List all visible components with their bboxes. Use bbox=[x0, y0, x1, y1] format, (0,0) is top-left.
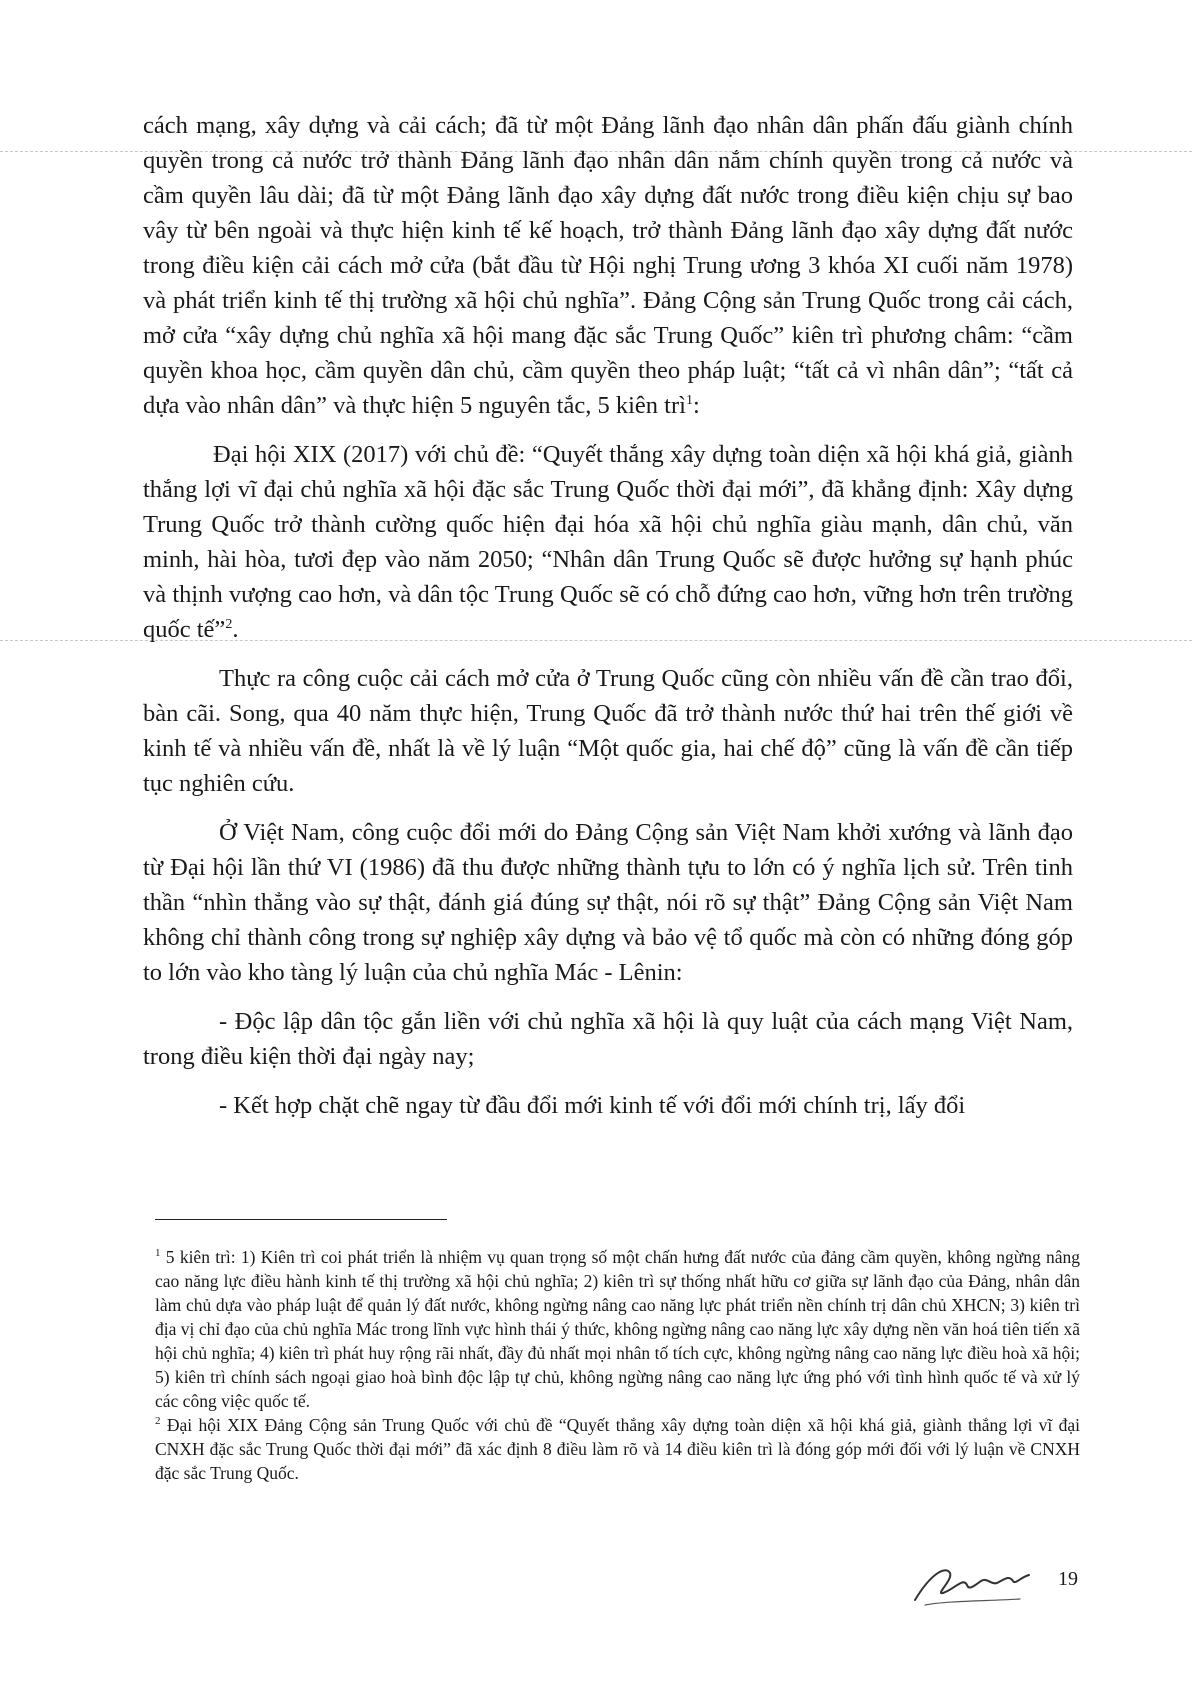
paragraph: cách mạng, xây dựng và cải cách; đã từ một Đảng lãnh đạo nhân dân phấn đấu giành chính quyền trong cả nước trở thành Đảng lãnh đạo nhân dân nắm chính quyền trong cả nước và cầm quyền lâu dài; đã từ một Đảng lãnh đạo xây dựng đất nước trong điều kiện chịu sự bao vây từ bên ngoài và thực hiện kinh tế kế hoạch, trở thành Đảng lãnh đạo xây dựng đất nước trong điều kiện cải cách mở cửa (bắt đầu từ Hội nghị Trung ương 3 khóa XI cuối năm 1978) và phát triển kinh tế thị trường xã hội chủ nghĩa”. Đảng Cộng sản Trung Quốc trong cải cách, mở cửa “xây dựng chủ nghĩa xã hội mang đặc sắc Trung Quốc” kiên trì phương châm: “cầm quyền khoa học, cầm quyền dân chủ, cầm quyền theo pháp luật; “tất cả vì nhân dân”; “tất cả dựa vào nhân dân” và thực hiện 5 nguyên tắc, 5 kiên trì$^1$: bbox=[143, 112, 1073, 419]
paragraph: Thực ra công cuộc cải cách mở cửa ở Trung Quốc cũng còn nhiều vấn đề cần trao đổi, bàn cãi. Song, qua 40 năm thực hiện, Trung Quốc đã trở thành nước thứ hai trên thế giới về kinh tế và nhiều vấn đề, nhất là về lý luận “Một quốc gia, hai chế độ” cũng là vấn đề cần tiếp tục nghiên cứu. bbox=[143, 665, 1073, 797]
footnote-ref: 2 bbox=[225, 616, 233, 632]
footnote: $^1$ 5 kiên trì: 1) Kiên trì coi phát triển là nhiệm vụ quan trọng số một chấn hưng đất nước của đảng cầm quyền, không ngừng nâng cao năng lực điều hành kinh tế thị trường xã hội chủ nghĩa; 2) kiên trì sự thống nhất hữu cơ giữa sự lãnh đạo của Đảng, nhân dân làm chủ dựa vào pháp luật để quản lý đất nước, không ngừng nâng cao năng lực phát triển nền chính trị dân chủ XHCN; 3) kiên trì địa vị chỉ đạo của chủ nghĩa Mác trong lĩnh vực hình thái ý thức, không ngừng nâng cao năng lực xây dựng nền văn hoá tiên tiến xã hội chủ nghĩa; 4) kiên trì phát huy rộng rãi nhất, đầy đủ nhất mọi nhân tố tích cực, không ngừng nâng cao năng lực điều hoà xã hội; 5) kiên trì chính sách ngoại giao hoà bình độc lập tự chủ, không ngừng nâng cao năng lực ứng phó với tình hình quốc tế và xử lý các công việc quốc tế. bbox=[155, 1247, 1080, 1411]
footnote-ref: 1 bbox=[685, 392, 693, 408]
paragraph: Đại hội XIX (2017) với chủ đề: “Quyết thắng xây dựng toàn diện xã hội khá giả, giành thắng lợi vĩ đại chủ nghĩa xã hội đặc sắc Trung Quốc thời đại mới”, đã khẳng định: Xây dựng Trung Quốc trở thành cường quốc hiện đại hóa xã hội chủ nghĩa giàu mạnh, dân chủ, văn minh, hài hòa, tươi đẹp vào năm 2050; “Nhân dân Trung Quốc sẽ được hưởng sự hạnh phúc và thịnh vượng cao hơn, và dân tộc Trung Quốc sẽ có chỗ đứng cao hơn, vững hơn trên trường quốc tế”$^2$. bbox=[143, 441, 1073, 643]
list-item: - Độc lập dân tộc gắn liền với chủ nghĩa xã hội là quy luật của cách mạng Việt Nam, trong điều kiện thời đại ngày nay; bbox=[143, 1008, 1073, 1070]
main-body-text bbox=[143, 108, 1073, 1137]
footnotes bbox=[155, 1245, 1080, 1485]
footnote: $^2$ Đại hội XIX Đảng Cộng sản Trung Quốc với chủ đề “Quyết thắng xây dựng toàn diện xã hội khá giả, giành thắng lợi vĩ đại CNXH đặc sắc Trung Quốc thời đại mới” đã xác định 8 điều làm rõ và 14 điều kiên trì là đóng góp mới đối với lý luận về CNXH đặc sắc Trung Quốc. bbox=[155, 1415, 1080, 1483]
page-number: 19 bbox=[1058, 1568, 1078, 1590]
signature-icon bbox=[905, 1555, 1055, 1615]
footnote-divider bbox=[155, 1219, 447, 1220]
paragraph: Ở Việt Nam, công cuộc đổi mới do Đảng Cộng sản Việt Nam khởi xướng và lãnh đạo từ Đại hội lần thứ VI (1986) đã thu được những thành tựu to lớn có ý nghĩa lịch sử. Trên tinh thần “nhìn thẳng vào sự thật, đánh giá đúng sự thật, nói rõ sự thật” Đảng Cộng sản Việt Nam không chỉ thành công trong sự nghiệp xây dựng và bảo vệ tổ quốc mà còn có những đóng góp to lớn vào kho tàng lý luận của chủ nghĩa Mác - Lênin: bbox=[143, 819, 1073, 986]
list-item: - Kết hợp chặt chẽ ngay từ đầu đổi mới kinh tế với đổi mới chính trị, lấy đổi bbox=[219, 1092, 966, 1119]
